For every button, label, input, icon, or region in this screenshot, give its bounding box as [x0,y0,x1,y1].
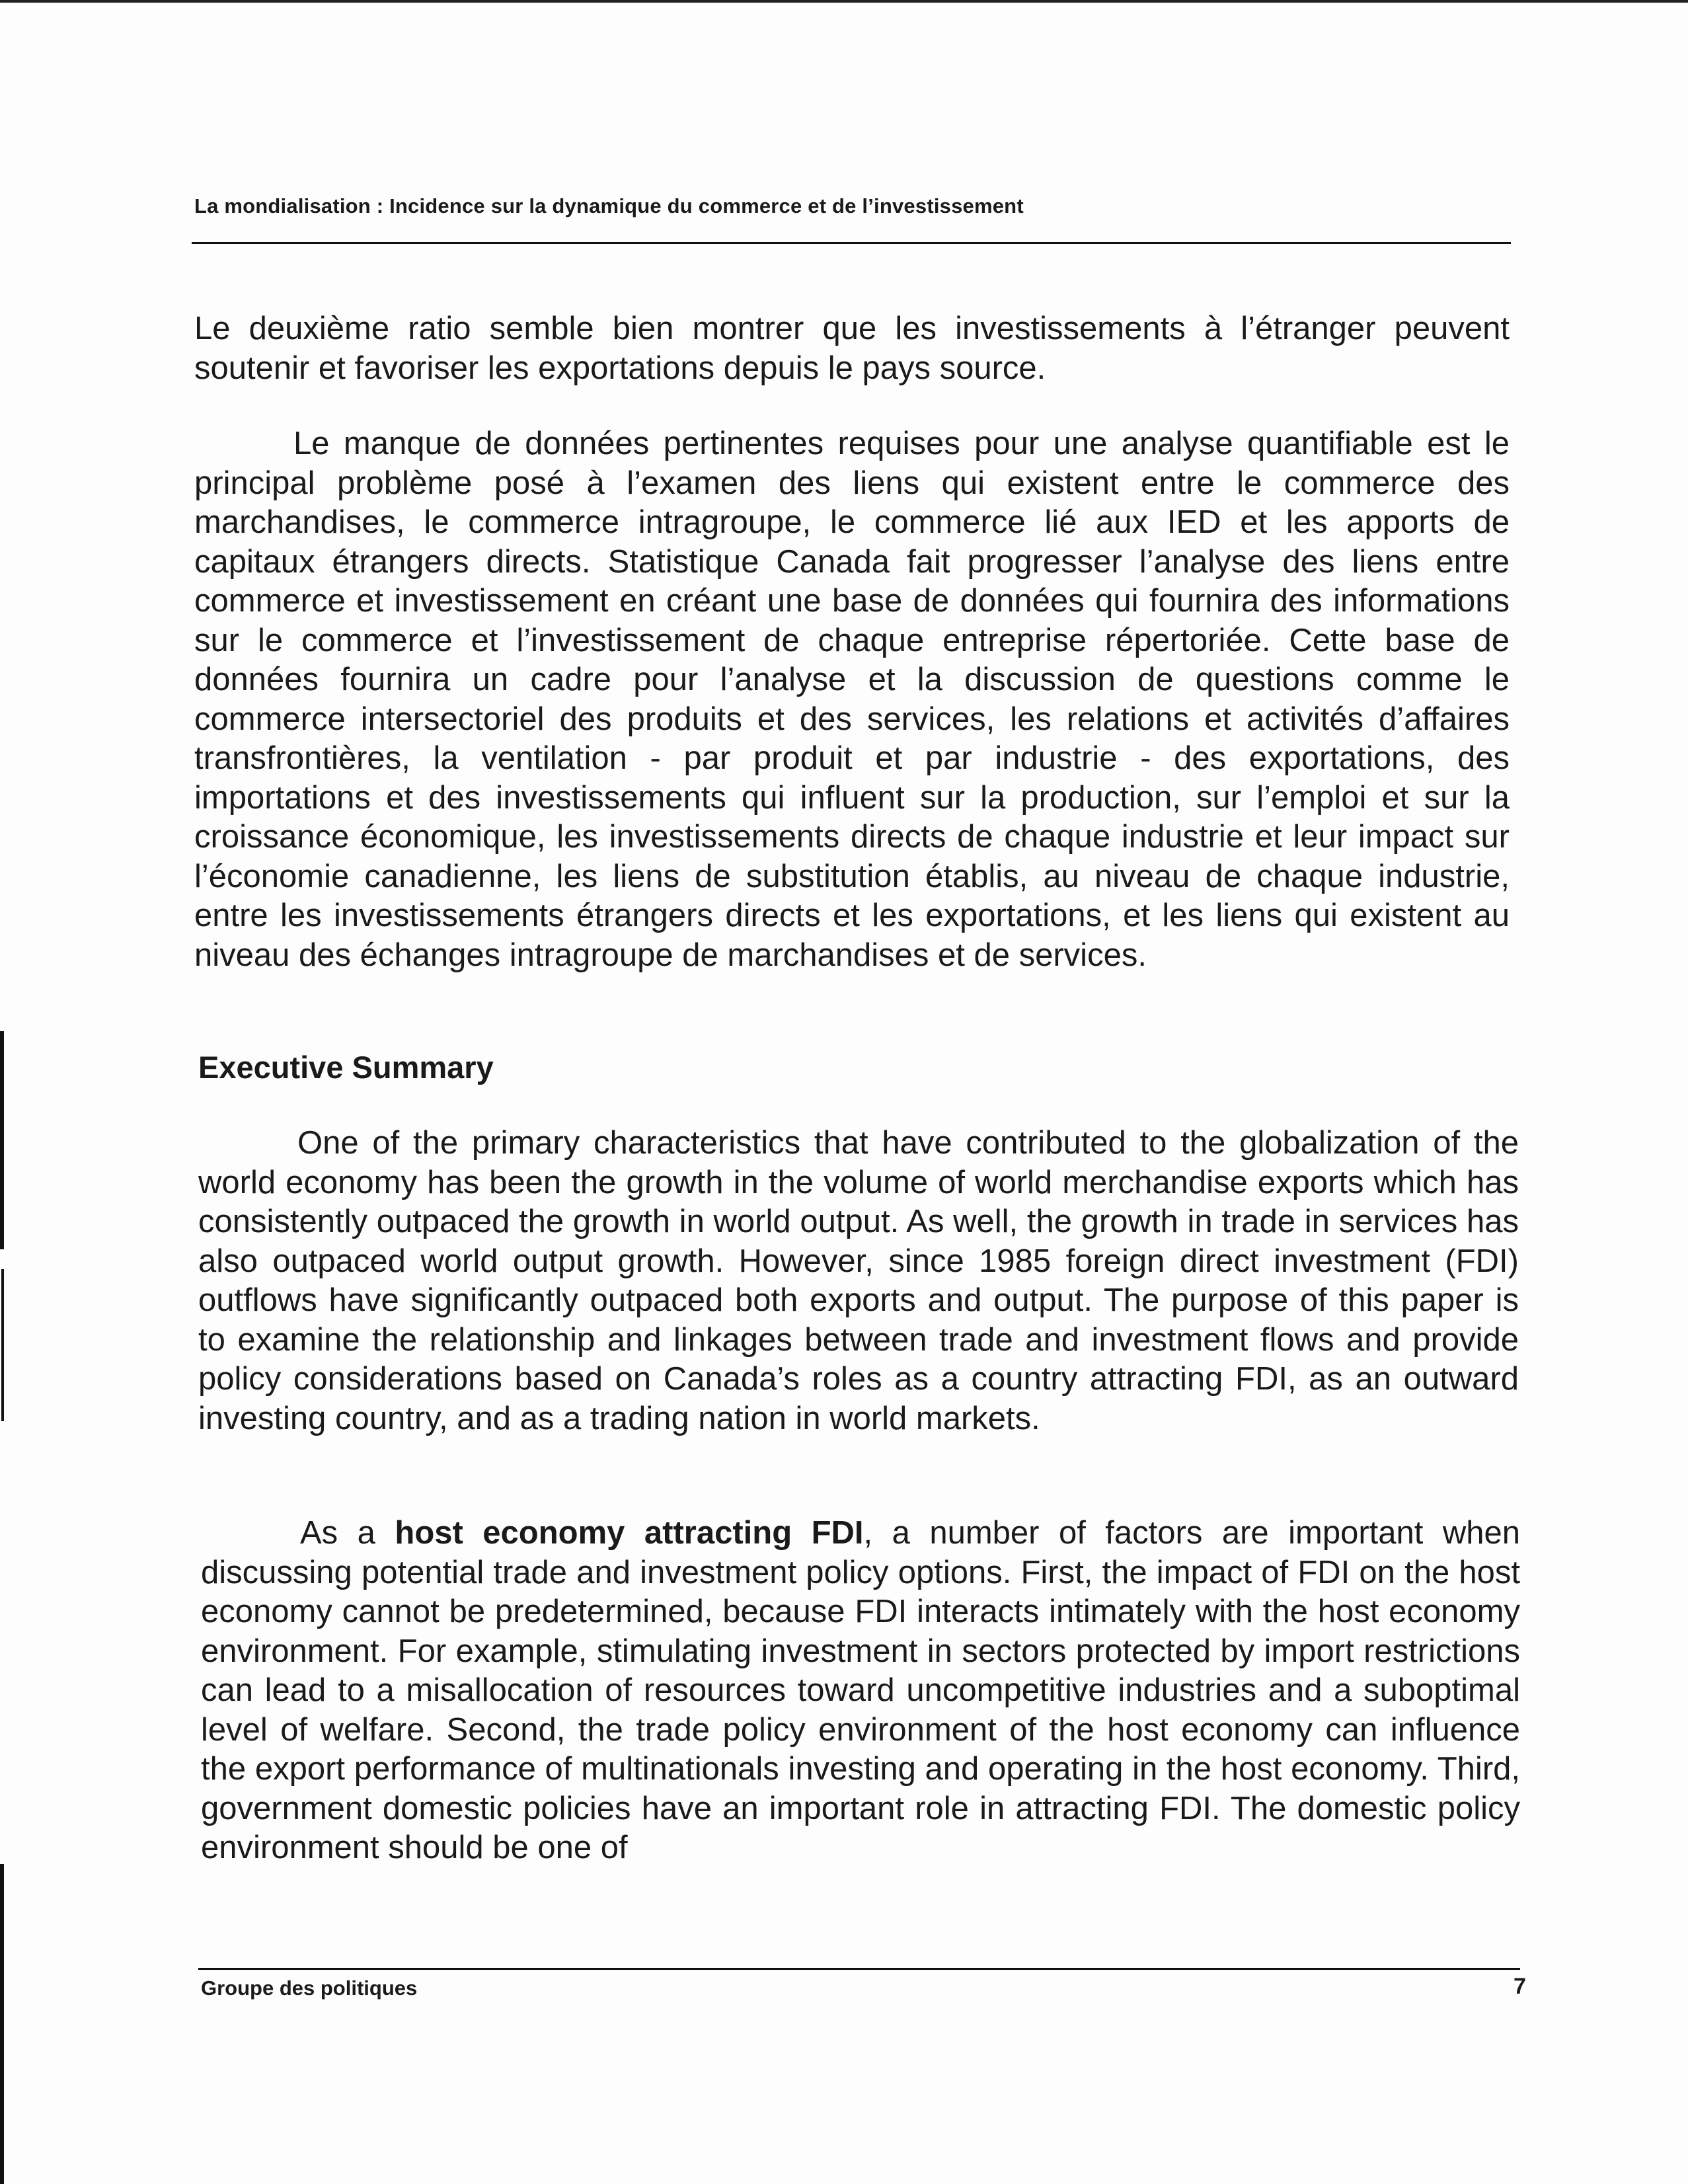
paragraph-3: One of the primary characteristics that have contributed to the globalization of the world economy has been the growth in the volume of world merchandise exports which has consistently outpaced the growth in world output. As well, the growth in trade in services has also outpaced world output growth. However, since 1985 foreign direct investment (FDI) outflows have significantly outpaced both exports and output. The purpose of this paper is to examine the relationship and linkages between trade and investment flows and provide policy considerations based on Canada’s roles as a country attracting FDI, as an outward investing country, and as a trading nation in world markets. [198,1125,1519,1436]
paragraph-4-emphasis: host economy attracting FDI [395,1515,864,1551]
paragraph-4 [201,1514,1520,1868]
binding-mark-upper [0,1031,4,1249]
scan-top-edge [0,0,1688,3]
paragraph-4-lead: As a [300,1515,395,1551]
header-rule [192,242,1511,244]
running-header: La mondialisation : Incidence sur la dynamique du commerce et de l’investissement [194,194,1024,217]
footer-group-name: Groupe des politiques [201,1976,418,2000]
section-heading: Executive Summary [198,1050,494,1085]
page-number: 7 [1514,1974,1526,1999]
binding-mark-lower [0,1864,4,2184]
paragraph-2: Le manque de données pertinentes requises pour une analyse quantifiable est le principal problème posé à l’examen des liens qui existent entre le commerce des marchandises, le commerce intragroupe, le commerce lié aux IED et les apports de capitaux étrangers directs. Statistique Canada fait progresser l’analyse des liens entre commerce et investissement en créant une base de données qui fournira des informations sur le commerce et l’investissement de chaque entreprise répertoriée. Cette base de données fournira un cadre pour l’analyse et la discussion de questions comme le commerce intersectoriel des produits et des services, les relations et activités d’affaires transfrontières, la ventilation - par produit et par industrie - des exportations, des importations et des investissements qui influent sur la production, sur l’emploi et sur la croissance économique, les investissements directs de chaque industrie et leur impact sur l’économie canadienne, les liens de substitution établis, au niveau de chaque industrie, entre les investissements étrangers directs et les exportations, et les liens qui existent au niveau des échanges intragroupe de marchandises et de services. [194,426,1510,973]
paragraph-4-rest: , a number of factors are important when discussing potential trade and investment policy options. First, the impact of FDI on the host economy cannot be predetermined, because FDI interacts intimately with the host economy environment. For example, stimulating investment in sectors protected by import restrictions can lead to a misallocation of resources toward uncompetitive industries and a suboptimal level of welfare. Second, the trade policy environment of the host economy can influence the export performance of multinationals investing and operating in the host economy. Third, government domestic policies have an important role in attracting FDI. The domestic policy environment should be one of [201,1515,1520,1865]
paragraph-1: Le deuxième ratio semble bien montrer que les investissements à l’étranger peuvent soutenir et favoriser les exportations depuis le pays source. [194,311,1510,386]
binding-mark-middle [1,1269,4,1421]
footer-rule [198,1968,1520,1970]
